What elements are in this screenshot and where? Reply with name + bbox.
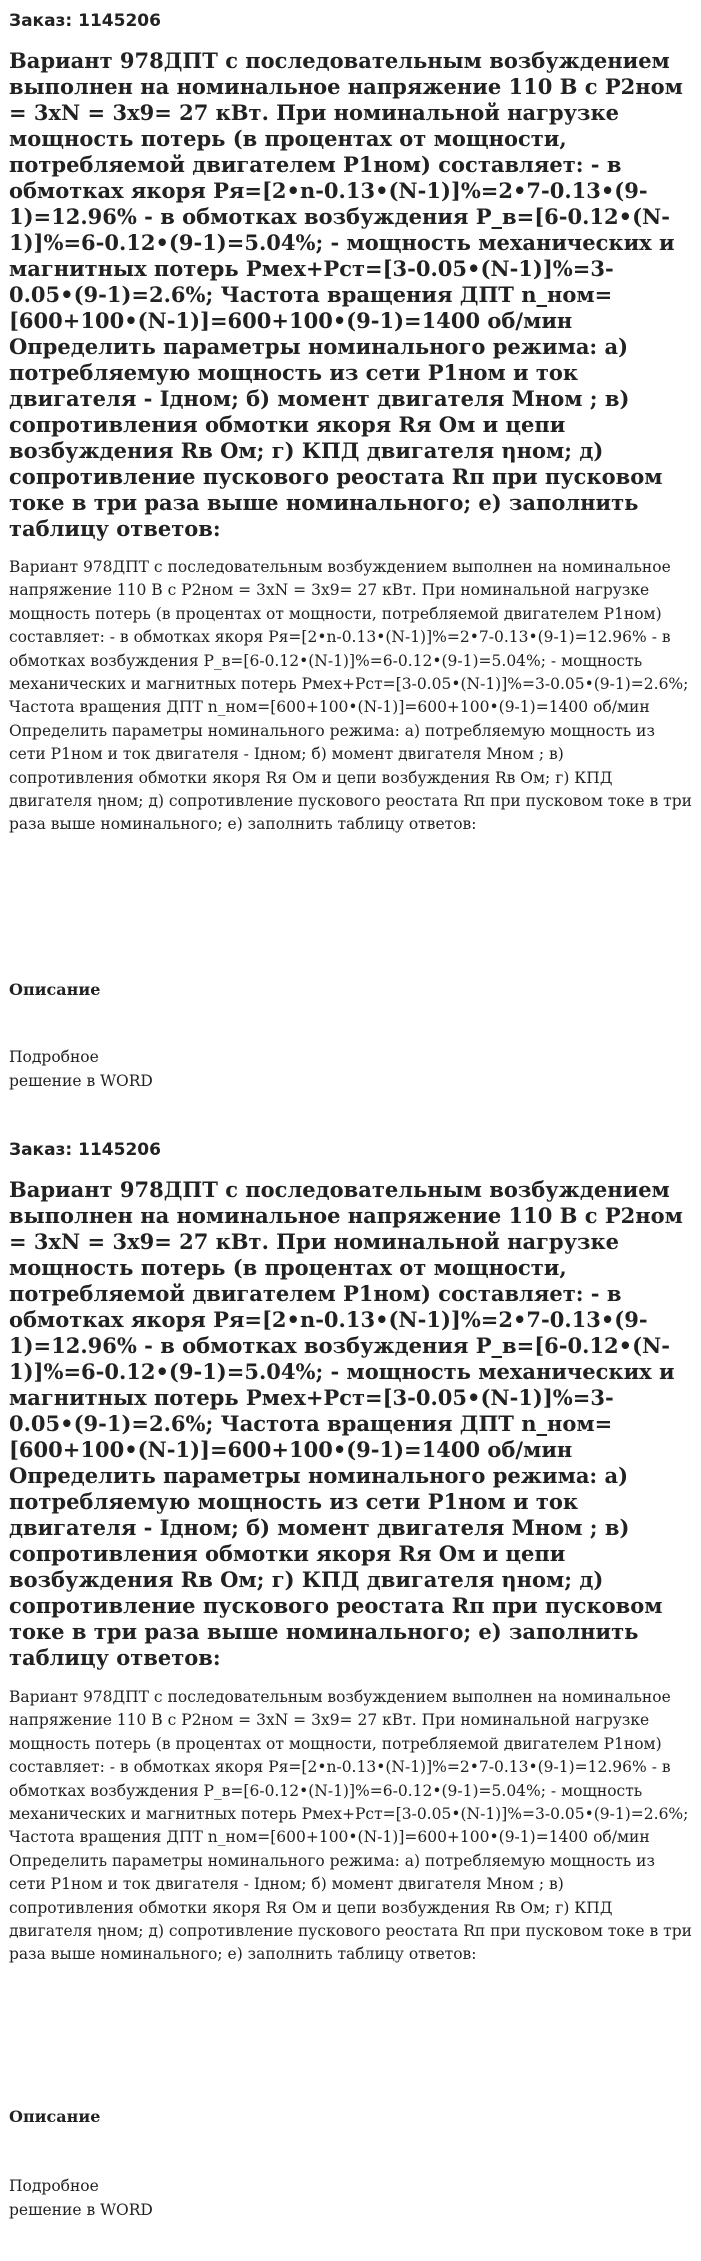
order-number: Заказ: 1145206: [9, 11, 161, 31]
solution-format-note: [9, 1045, 153, 1093]
task-title: Вариант 978ДПТ с последовательным возбуждением выполнен на номинальное напряжение 110 В с P2ном = 3xN = 3x9= 27 кВт. При номинальной нагрузке мощность потерь (в процентах от мощности, потребляемой двигателем P1ном) составляет: - в обмотках якоря Pя=[2•n-0.13•(N-1)]%=2•7-0.13•(9-1)=12.96% - в обмотках возбуждения P_в=[6-0.12•(N-1)]%=6-0.12•(9-1)=5.04%; - мощность механических и магнитных потерь Pмех+Pст=[3-0.05•(N-1)]%=3-0.05•(9-1)=2.6%; Частота вращения ДПТ n_ном=[600+100•(N-1)]=600+100•(9-1)=1400 об/мин Определить параметры номинального режима: а) потребляемую мощность из сети P1ном и ток двигателя - Iдном; б) момент двигателя Мном ; в) сопротивления обмотки якоря Rя Ом и цепи возбуждения Rв Ом; г) КПД двигателя ηном; д) сопротивление пускового реостата Rп при пусковом токе в три раза выше номинального; е) заполнить таблицу ответов:: [9, 1177, 683, 1670]
solution-format-line-1: Подробное: [9, 2177, 99, 2195]
solution-format-note: [9, 2174, 153, 2222]
task-title: Вариант 978ДПТ с последовательным возбуждением выполнен на номинальное напряжение 110 В с P2ном = 3xN = 3x9= 27 кВт. При номинальной нагрузке мощность потерь (в процентах от мощности, потребляемой двигателем P1ном) составляет: - в обмотках якоря Pя=[2•n-0.13•(N-1)]%=2•7-0.13•(9-1)=12.96% - в обмотках возбуждения P_в=[6-0.12•(N-1)]%=6-0.12•(9-1)=5.04%; - мощность механических и магнитных потерь Pмех+Pст=[3-0.05•(N-1)]%=3-0.05•(9-1)=2.6%; Частота вращения ДПТ n_ном=[600+100•(N-1)]=600+100•(9-1)=1400 об/мин Определить параметры номинального режима: а) потребляемую мощность из сети P1ном и ток двигателя - Iдном; б) момент двигателя Мном ; в) сопротивления обмотки якоря Rя Ом и цепи возбуждения Rв Ом; г) КПД двигателя ηном; д) сопротивление пускового реостата Rп при пусковом токе в три раза выше номинального; е) заполнить таблицу ответов:: [9, 48, 683, 541]
solution-format-line-1: Подробное: [9, 1048, 99, 1066]
description-heading: Описание: [9, 2107, 101, 2126]
solution-format-line-2: решение в WORD: [9, 2201, 153, 2219]
order-number: Заказ: 1145206: [9, 1140, 161, 1160]
solution-format-line-2: решение в WORD: [9, 1072, 153, 1090]
description-heading: Описание: [9, 980, 101, 999]
task-body: Вариант 978ДПТ с последовательным возбуждением выполнен на номинальное напряжение 110 В с P2ном = 3xN = 3x9= 27 кВт. При номинальной нагрузке мощность потерь (в процентах от мощности, потребляемой двигателем P1ном) составляет: - в обмотках якоря Pя=[2•n-0.13•(N-1)]%=2•7-0.13•(9-1)=12.96% - в обмотках возбуждения P_в=[6-0.12•(N-1)]%=6-0.12•(9-1)=5.04%; - мощность механических и магнитных потерь Pмех+Pст=[3-0.05•(N-1)]%=3-0.05•(9-1)=2.6%; Частота вращения ДПТ n_ном=[600+100•(N-1)]=600+100•(9-1)=1400 об/мин Определить параметры номинального режима: а) потребляемую мощность из сети P1ном и ток двигателя - Iдном; б) момент двигателя Мном ; в) сопротивления обмотки якоря Rя Ом и цепи возбуждения Rв Ом; г) КПД двигателя ηном; д) сопротивление пускового реостата Rп при пусковом токе в три раза выше номинального; е) заполнить таблицу ответов:: [9, 1688, 693, 1964]
task-body: Вариант 978ДПТ с последовательным возбуждением выполнен на номинальное напряжение 110 В с P2ном = 3xN = 3x9= 27 кВт. При номинальной нагрузке мощность потерь (в процентах от мощности, потребляемой двигателем P1ном) составляет: - в обмотках якоря Pя=[2•n-0.13•(N-1)]%=2•7-0.13•(9-1)=12.96% - в обмотках возбуждения P_в=[6-0.12•(N-1)]%=6-0.12•(9-1)=5.04%; - мощность механических и магнитных потерь Pмех+Pст=[3-0.05•(N-1)]%=3-0.05•(9-1)=2.6%; Частота вращения ДПТ n_ном=[600+100•(N-1)]=600+100•(9-1)=1400 об/мин Определить параметры номинального режима: а) потребляемую мощность из сети P1ном и ток двигателя - Iдном; б) момент двигателя Мном ; в) сопротивления обмотки якоря Rя Ом и цепи возбуждения Rв Ом; г) КПД двигателя ηном; д) сопротивление пускового реостата Rп при пусковом токе в три раза выше номинального; е) заполнить таблицу ответов:: [9, 558, 693, 834]
